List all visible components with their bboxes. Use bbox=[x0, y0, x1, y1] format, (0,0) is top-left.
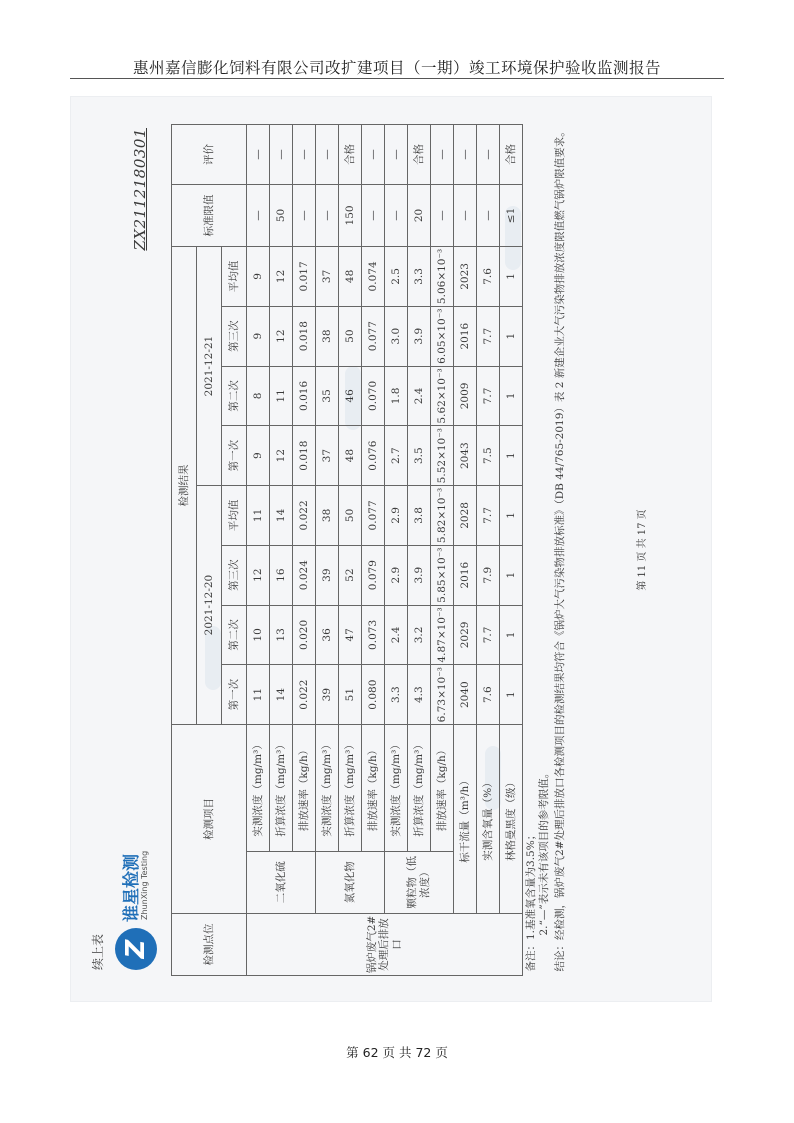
header-col-1: 第一次 bbox=[222, 665, 247, 725]
standard-cell: — bbox=[362, 184, 385, 246]
group-cell: 二氧化硫 bbox=[247, 851, 316, 913]
value-cell: 11 bbox=[270, 366, 293, 426]
emission-results-table bbox=[171, 124, 569, 976]
value-cell: 1 bbox=[500, 247, 523, 307]
value-cell: 11 bbox=[247, 665, 270, 725]
evaluation-cell: 合格 bbox=[408, 125, 431, 185]
value-cell: 39 bbox=[316, 545, 339, 605]
evaluation-cell: — bbox=[362, 125, 385, 185]
value-cell: 39 bbox=[316, 665, 339, 725]
value-cell: 1 bbox=[500, 545, 523, 605]
value-cell: 12 bbox=[270, 426, 293, 486]
value-cell: 48 bbox=[339, 426, 362, 486]
value-cell: 0.074 bbox=[362, 247, 385, 307]
value-cell: 2043 bbox=[454, 426, 477, 486]
value-cell: 0.070 bbox=[362, 366, 385, 426]
value-cell: 7.5 bbox=[477, 426, 500, 486]
value-cell: 7.6 bbox=[477, 665, 500, 725]
value-cell: 12 bbox=[247, 545, 270, 605]
standard-cell: 150 bbox=[339, 184, 362, 246]
header-col-4: 平均值 bbox=[222, 247, 247, 307]
evaluation-cell: — bbox=[431, 125, 454, 185]
value-cell: 7.6 bbox=[477, 247, 500, 307]
table-row bbox=[339, 125, 362, 976]
document-number: ZX2112180301 bbox=[131, 128, 149, 251]
item-cell: 折算浓度（mg/m³） bbox=[408, 725, 431, 852]
value-cell: 0.073 bbox=[362, 605, 385, 665]
evaluation-cell: — bbox=[477, 125, 500, 185]
header-col-3: 第三次 bbox=[222, 545, 247, 605]
conclusion-cell bbox=[552, 125, 569, 976]
item-cell: 林格曼黑度（级） bbox=[500, 725, 523, 914]
value-cell: 5.52×10⁻³ bbox=[431, 426, 454, 486]
group-cell: 颗粒物（低浓度） bbox=[385, 851, 454, 913]
value-cell: 0.022 bbox=[293, 486, 316, 546]
value-cell: 0.017 bbox=[293, 247, 316, 307]
value-cell: 1 bbox=[500, 486, 523, 546]
item-cell: 实测浓度（mg/m³） bbox=[316, 725, 339, 852]
evaluation-cell: — bbox=[454, 125, 477, 185]
table-row bbox=[454, 125, 477, 976]
value-cell: 2.4 bbox=[385, 605, 408, 665]
value-cell: 0.024 bbox=[293, 545, 316, 605]
header-item: 检测项目 bbox=[172, 725, 247, 914]
value-cell: 2.7 bbox=[385, 426, 408, 486]
evaluation-cell: — bbox=[270, 125, 293, 185]
item-cell: 排放速率（kg/h） bbox=[293, 725, 316, 852]
value-cell: 2040 bbox=[454, 665, 477, 725]
value-cell: 2028 bbox=[454, 486, 477, 546]
value-cell: 3.8 bbox=[408, 486, 431, 546]
value-cell: 38 bbox=[316, 486, 339, 546]
value-cell: 1 bbox=[500, 605, 523, 665]
value-cell: 36 bbox=[316, 605, 339, 665]
item-cell: 排放速率（kg/h） bbox=[362, 725, 385, 852]
conclusion-text: 经检测，锅炉废气2#处理后排放口各检测项目的检测结果均符合《锅炉大气污染物排放标准》（DB 44/765-2019）表 2 新建企业大气污染物排放浓度限值燃气锅炉限值要求。 bbox=[554, 126, 567, 940]
table-row bbox=[385, 125, 408, 976]
item-cell: 折算浓度（mg/m³） bbox=[270, 725, 293, 852]
value-cell: 0.018 bbox=[293, 306, 316, 366]
company-logo bbox=[113, 850, 159, 970]
value-cell: 0.077 bbox=[362, 306, 385, 366]
value-cell: 12 bbox=[270, 306, 293, 366]
notes-row bbox=[523, 125, 553, 976]
value-cell: 5.62×10⁻³ bbox=[431, 366, 454, 426]
inner-page-number: 第 11 页 共 17 页 bbox=[637, 509, 648, 591]
item-cell: 排放速率（kg/h） bbox=[431, 725, 454, 852]
value-cell: 0.016 bbox=[293, 366, 316, 426]
header-col-1: 第一次 bbox=[222, 426, 247, 486]
standard-cell: 20 bbox=[408, 184, 431, 246]
value-cell: 4.87×10⁻³ bbox=[431, 605, 454, 665]
evaluation-cell: — bbox=[316, 125, 339, 185]
value-cell: 2.9 bbox=[385, 486, 408, 546]
value-cell: 0.077 bbox=[362, 486, 385, 546]
value-cell: 2029 bbox=[454, 605, 477, 665]
header-col-4: 平均值 bbox=[222, 486, 247, 546]
value-cell: 1 bbox=[500, 306, 523, 366]
standard-cell: ≤1 bbox=[500, 184, 523, 246]
standard-cell: — bbox=[293, 184, 316, 246]
table-row bbox=[247, 125, 270, 976]
value-cell: 3.3 bbox=[408, 247, 431, 307]
value-cell: 2.5 bbox=[385, 247, 408, 307]
table-row bbox=[270, 125, 293, 976]
value-cell: 7.7 bbox=[477, 486, 500, 546]
value-cell: 46 bbox=[339, 366, 362, 426]
value-cell: 14 bbox=[270, 486, 293, 546]
value-cell: 2016 bbox=[454, 545, 477, 605]
table-row bbox=[293, 125, 316, 976]
header-col-3: 第三次 bbox=[222, 306, 247, 366]
value-cell: 7.7 bbox=[477, 306, 500, 366]
conclusion-label: 结论： bbox=[554, 940, 567, 972]
value-cell: 5.85×10⁻³ bbox=[431, 545, 454, 605]
value-cell: 1.8 bbox=[385, 366, 408, 426]
value-cell: 4.3 bbox=[408, 665, 431, 725]
value-cell: 11 bbox=[247, 486, 270, 546]
value-cell: 2023 bbox=[454, 247, 477, 307]
standard-cell: — bbox=[454, 184, 477, 246]
continued-label: 续上表 bbox=[91, 933, 105, 970]
header-col-2: 第二次 bbox=[222, 605, 247, 665]
group-cell: 氮氧化物 bbox=[316, 851, 385, 913]
table-row bbox=[500, 125, 523, 976]
item-cell: 标干流量（m³/h） bbox=[454, 725, 477, 914]
evaluation-cell: — bbox=[247, 125, 270, 185]
value-cell: 37 bbox=[316, 247, 339, 307]
value-cell: 5.06×10⁻³ bbox=[431, 247, 454, 307]
value-cell: 1 bbox=[500, 366, 523, 426]
value-cell: 1 bbox=[500, 426, 523, 486]
value-cell: 7.7 bbox=[477, 605, 500, 665]
header-results: 检测结果 bbox=[172, 247, 197, 725]
value-cell: 1 bbox=[500, 665, 523, 725]
value-cell: 0.080 bbox=[362, 665, 385, 725]
header-divider bbox=[70, 78, 724, 79]
page-header-title: 惠州嘉信膨化饲料有限公司改扩建项目（一期）竣工环境保护验收监测报告 bbox=[132, 59, 661, 77]
standard-cell: — bbox=[316, 184, 339, 246]
header-standard: 标准限值 bbox=[172, 184, 247, 246]
value-cell: 2.4 bbox=[408, 366, 431, 426]
point-cell: 锅炉废气2#处理后排放口 bbox=[247, 913, 523, 975]
header-col-2: 第二次 bbox=[222, 366, 247, 426]
value-cell: 2009 bbox=[454, 366, 477, 426]
value-cell: 10 bbox=[247, 605, 270, 665]
item-cell: 实测浓度（mg/m³） bbox=[247, 725, 270, 852]
rotated-report-sheet bbox=[85, 110, 655, 990]
value-cell: 3.0 bbox=[385, 306, 408, 366]
value-cell: 3.2 bbox=[408, 605, 431, 665]
header-date-2: 2021-12-21 bbox=[197, 247, 222, 486]
item-cell: 折算浓度（mg/m³） bbox=[339, 725, 362, 852]
value-cell: 0.079 bbox=[362, 545, 385, 605]
note-line: 2.“—”表示未有该项目的参考限值。 bbox=[537, 767, 550, 936]
standard-cell: — bbox=[247, 184, 270, 246]
standard-cell: — bbox=[385, 184, 408, 246]
value-cell: 8 bbox=[247, 366, 270, 426]
value-cell: 0.020 bbox=[293, 605, 316, 665]
value-cell: 3.9 bbox=[408, 306, 431, 366]
evaluation-cell: 合格 bbox=[500, 125, 523, 185]
table-row bbox=[431, 125, 454, 976]
item-cell: 实测浓度（mg/m³） bbox=[385, 725, 408, 852]
logo-english-text: ZhunXing Testing bbox=[140, 850, 149, 920]
value-cell: 2016 bbox=[454, 306, 477, 366]
value-cell: 7.7 bbox=[477, 366, 500, 426]
value-cell: 12 bbox=[270, 247, 293, 307]
header-point: 检测点位 bbox=[172, 913, 247, 975]
value-cell: 9 bbox=[247, 306, 270, 366]
value-cell: 50 bbox=[339, 306, 362, 366]
value-cell: 16 bbox=[270, 545, 293, 605]
evaluation-cell: — bbox=[385, 125, 408, 185]
item-cell: 实测含氧量（%） bbox=[477, 725, 500, 914]
value-cell: 0.018 bbox=[293, 426, 316, 486]
value-cell: 6.73×10⁻³ bbox=[431, 665, 454, 725]
table-row bbox=[362, 125, 385, 976]
table-row bbox=[408, 125, 431, 976]
header-evaluation: 评价 bbox=[172, 125, 247, 185]
standard-cell: 50 bbox=[270, 184, 293, 246]
value-cell: 3.9 bbox=[408, 545, 431, 605]
notes-cell bbox=[523, 125, 553, 976]
note-line: 1.基准氧含量为3.5%； bbox=[525, 829, 537, 940]
value-cell: 9 bbox=[247, 426, 270, 486]
logo-mark-icon: Z bbox=[115, 928, 157, 970]
value-cell: 48 bbox=[339, 247, 362, 307]
evaluation-cell: 合格 bbox=[339, 125, 362, 185]
value-cell: 7.9 bbox=[477, 545, 500, 605]
value-cell: 13 bbox=[270, 605, 293, 665]
value-cell: 14 bbox=[270, 665, 293, 725]
header-date-1: 2021-12-20 bbox=[197, 486, 222, 725]
standard-cell: — bbox=[477, 184, 500, 246]
evaluation-cell: — bbox=[293, 125, 316, 185]
conclusion-row bbox=[552, 125, 569, 976]
value-cell: 37 bbox=[316, 426, 339, 486]
notes-label: 备注： bbox=[525, 940, 537, 972]
value-cell: 35 bbox=[316, 366, 339, 426]
value-cell: 52 bbox=[339, 545, 362, 605]
value-cell: 6.05×10⁻³ bbox=[431, 306, 454, 366]
value-cell: 51 bbox=[339, 665, 362, 725]
table-row bbox=[477, 125, 500, 976]
value-cell: 9 bbox=[247, 247, 270, 307]
page-footer: 第 62 页 共 72 页 bbox=[346, 1045, 448, 1060]
value-cell: 47 bbox=[339, 605, 362, 665]
value-cell: 0.076 bbox=[362, 426, 385, 486]
value-cell: 38 bbox=[316, 306, 339, 366]
value-cell: 2.9 bbox=[385, 545, 408, 605]
value-cell: 5.82×10⁻³ bbox=[431, 486, 454, 546]
value-cell: 3.5 bbox=[408, 426, 431, 486]
value-cell: 0.022 bbox=[293, 665, 316, 725]
value-cell: 3.3 bbox=[385, 665, 408, 725]
standard-cell: — bbox=[431, 184, 454, 246]
value-cell: 50 bbox=[339, 486, 362, 546]
table-row bbox=[316, 125, 339, 976]
logo-chinese-text: 谁星检测 bbox=[122, 854, 142, 922]
